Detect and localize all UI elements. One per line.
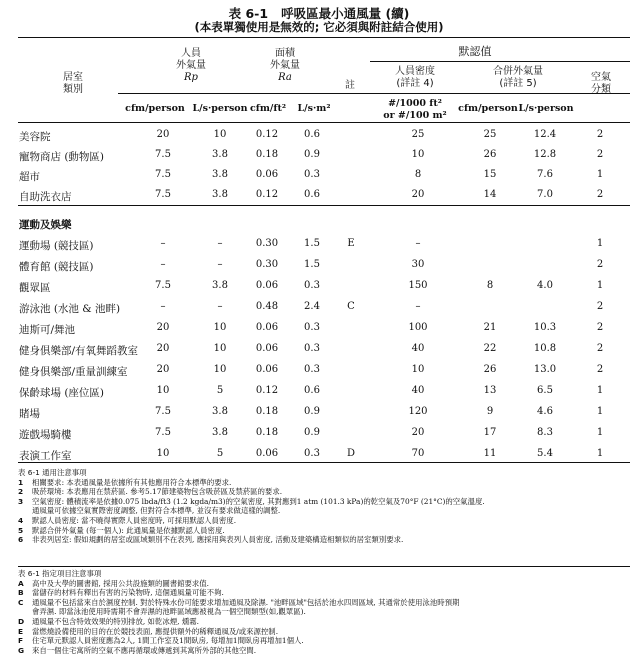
cell-rp2: 3.8 <box>212 427 228 438</box>
cell-ra1: 0.12 <box>255 189 279 200</box>
note-key <box>18 607 32 617</box>
cell-cb2: 5.4 <box>537 448 553 459</box>
cell-dens: 100 <box>408 322 428 333</box>
cell-ra1: 0.12 <box>255 385 279 396</box>
header-default: 默認值 <box>458 45 492 58</box>
cell-dens: 10 <box>411 149 425 160</box>
note-item <box>18 579 630 589</box>
cell-ra2: 0.9 <box>304 149 320 160</box>
note-text: 住宅單元默認人員密度應為2人, 1間工作室及1間臥房, 每增加1間臥房再增加1個人. <box>32 636 304 646</box>
cell-cb1: 26 <box>483 149 497 160</box>
cell-cb1: 17 <box>483 427 497 438</box>
note-text: 來自一個住宅寓所的空氣不應再循環或傳遞到其寓所外部的其他空間. <box>32 645 257 655</box>
cell-cb2: 7.6 <box>537 169 553 180</box>
cell-rp2: 5 <box>216 385 224 396</box>
cell-rp2: 3.8 <box>212 169 228 180</box>
cell-cb2: 6.5 <box>537 385 553 396</box>
note-item <box>18 535 630 545</box>
note-key: 4 <box>18 515 24 525</box>
cell-cls: 2 <box>596 364 604 375</box>
note-item <box>18 478 630 488</box>
cell-note: D <box>346 448 356 459</box>
note-item <box>18 607 630 617</box>
note-key: C <box>18 597 24 607</box>
cell-rp1: 7.5 <box>155 427 171 438</box>
cell-ra2: 0.3 <box>304 343 320 354</box>
cell-dens: 150 <box>408 280 428 291</box>
cell-rp1: – <box>160 238 166 249</box>
cell-rp2: 10 <box>213 343 227 354</box>
header-rp: 人員 外氣量 Rp <box>176 48 206 83</box>
cell-ra1: 0.06 <box>255 280 279 291</box>
header-category: 居室 類別 <box>63 72 83 95</box>
cell-cb1: 15 <box>483 169 497 180</box>
note-text: 默認人員密度: 當不曉得實際人員密度時, 可採用默認人員密度. <box>32 515 237 525</box>
cell-cb2: 7.0 <box>537 189 553 200</box>
note-key: B <box>18 588 24 598</box>
cell-cb1: 8 <box>486 280 494 291</box>
cell-rp2: – <box>217 238 223 249</box>
cell-ra2: 0.3 <box>304 280 320 291</box>
cell-cb1: 21 <box>483 322 497 333</box>
cell-rp2: 5 <box>216 448 224 459</box>
cell-cls: 2 <box>596 149 604 160</box>
note-item <box>18 497 630 507</box>
note-key: A <box>18 578 24 588</box>
cell-ra2: 0.6 <box>304 189 320 200</box>
cell-cls: 1 <box>596 385 604 396</box>
cell-ra2: 0.3 <box>304 448 320 459</box>
cell-rp1: 7.5 <box>155 406 171 417</box>
note-text: 通風量可依據空氣實際密度調整, 但對符合本標準, 並沒有要求做這樣的調整. <box>32 506 281 516</box>
cell-cls: 1 <box>596 448 604 459</box>
cell-ra1: 0.06 <box>255 364 279 375</box>
general-notes-title: 表 6-1 通用注意事項 <box>18 468 87 477</box>
cell-rp1: 20 <box>156 364 170 375</box>
cell-ra2: 0.9 <box>304 406 320 417</box>
cell-ra1: 0.30 <box>255 238 279 249</box>
cell-ra1: 0.48 <box>255 301 279 312</box>
cell-ra2: 1.5 <box>304 238 320 249</box>
cell-rp1: 20 <box>156 343 170 354</box>
specific-notes <box>18 569 630 655</box>
cell-rp1: 7.5 <box>155 169 171 180</box>
units-rule <box>118 93 630 94</box>
note-item <box>18 516 630 526</box>
note-text: 當儲存的材料有釋出有害的污染物時, 這個通風量可能不夠. <box>32 588 224 598</box>
cell-dens: 25 <box>411 129 425 140</box>
header-combined: 合併外氣量 (詳註 5) <box>493 66 543 89</box>
note-item <box>18 598 630 608</box>
cell-cls: 2 <box>596 129 604 140</box>
cell-cls: 1 <box>596 406 604 417</box>
header-bottom-rule <box>18 122 630 123</box>
cell-dens: – <box>415 301 421 312</box>
note-text: 吸菸環境: 本表應用在禁菸區. 參考5.17節建築物包含吸菸區及禁菸區的要求. <box>32 487 283 497</box>
cell-cls: 1 <box>596 280 604 291</box>
note-item <box>18 588 630 598</box>
cell-cb1: 13 <box>483 385 497 396</box>
cell-rp1: 7.5 <box>155 189 171 200</box>
row-label: 表演工作室 <box>19 450 72 462</box>
unit-ls-person: L/s·person <box>192 103 248 114</box>
cell-cls: 2 <box>596 259 604 270</box>
table-subtitle: (本表單獨使用是無效的; 它必須與附註結合使用) <box>194 20 444 34</box>
cell-cb1: 9 <box>486 406 494 417</box>
note-item <box>18 506 630 516</box>
note-key: E <box>18 626 24 636</box>
cell-cls: 2 <box>596 322 604 333</box>
unit-density: #/1000 ft² or #/100 m² <box>383 98 447 121</box>
row-label: 寵物商店 (動物區) <box>19 151 105 163</box>
cell-cb2: 10.3 <box>533 322 557 333</box>
cell-dens: 70 <box>411 448 425 459</box>
cell-ra2: 0.3 <box>304 169 320 180</box>
cell-rp2: 10 <box>213 364 227 375</box>
note-key: F <box>18 636 24 646</box>
cell-cb2: 12.8 <box>533 149 557 160</box>
cell-rp1: 20 <box>156 129 170 140</box>
note-text: 默認合併外氣量 (每一個人): 此通風量是依據默認人員密度. <box>32 525 225 535</box>
cell-rp1: 7.5 <box>155 280 171 291</box>
row-label: 游泳池 (水池 & 池畔) <box>19 303 121 315</box>
unit-cfm-person-2: cfm/person <box>458 103 518 114</box>
cell-rp2: 3.8 <box>212 406 228 417</box>
table-title: 表 6-1 呼吸區最小通風量 (續) <box>228 6 410 21</box>
cell-ra2: 1.5 <box>304 259 320 270</box>
cell-cls: 1 <box>596 427 604 438</box>
note-text: 非表列居室: 假如規劃的居室或區域類別不在表列, 應採用與表列人員密度, 活動及建築構造相類似的居室類別要求. <box>32 535 404 545</box>
note-item <box>18 526 630 536</box>
note-key: D <box>18 616 25 626</box>
cell-ra2: 0.3 <box>304 322 320 333</box>
section-heading: 運動及娛樂 <box>19 219 72 231</box>
row-label: 體育館 (競技區) <box>19 261 94 273</box>
note-text: 空氣密度: 體積流率是依據0.075 lbda/ft3 (1.2 kgda/m3)的空氣密度, 其對應到1 atm (101.3 kPa)的乾空氣及70°F (21°C)的空氣溫度. <box>32 496 485 506</box>
cell-rp1: 10 <box>156 448 170 459</box>
row-label: 運動場 (競技區) <box>19 240 94 252</box>
cell-ra1: 0.18 <box>255 149 279 160</box>
table-top-rule <box>18 37 630 38</box>
note-key: 1 <box>18 477 24 487</box>
unit-cfm-ft2: cfm/ft² <box>249 103 287 114</box>
cell-rp2: – <box>217 259 223 270</box>
cell-ra1: 0.06 <box>255 448 279 459</box>
cell-rp1: – <box>160 301 166 312</box>
row-label: 觀眾區 <box>19 282 51 294</box>
cell-cb1: 25 <box>483 129 497 140</box>
cell-rp1: 20 <box>156 322 170 333</box>
cell-dens: 30 <box>411 259 425 270</box>
cell-rp2: 10 <box>213 129 227 140</box>
header-air-class: 空氣 分類 <box>591 72 611 95</box>
cell-rp2: 3.8 <box>212 149 228 160</box>
cell-cb2: 8.3 <box>537 427 553 438</box>
note-text: 通風量不包含特效效果的特別排放, 如乾冰煙, 燻霧. <box>32 616 199 626</box>
row-label: 健身俱樂部/重量訓練室 <box>19 366 128 378</box>
cell-cb2: 12.4 <box>533 129 557 140</box>
row-label: 自助洗衣店 <box>19 191 72 203</box>
cell-dens: 20 <box>411 189 425 200</box>
cell-rp1: 10 <box>156 385 170 396</box>
note-item <box>18 617 630 627</box>
row-label: 超市 <box>19 171 40 183</box>
cell-dens: 40 <box>411 343 425 354</box>
cell-ra1: 0.18 <box>255 427 279 438</box>
cell-cls: 1 <box>596 238 604 249</box>
unit-ls-m2: L/s·m² <box>297 103 331 114</box>
header-note: 註 <box>345 80 355 91</box>
cell-rp2: 10 <box>213 322 227 333</box>
note-text: 當燃燒設備使用的目的在於競技表面, 應提供額外的稀釋通風及/或來源控制. <box>32 626 279 636</box>
note-text: 相關要求: 本表通風量是依據所有其他應用符合本標準的要求. <box>32 477 232 487</box>
cell-ra1: 0.06 <box>255 169 279 180</box>
cell-ra2: 0.6 <box>304 385 320 396</box>
cell-note: E <box>347 238 355 249</box>
cell-cb2: 10.8 <box>533 343 557 354</box>
cell-ra1: 0.06 <box>255 343 279 354</box>
note-key: G <box>18 645 25 655</box>
note-key: 5 <box>18 525 24 535</box>
note-text: 通風量不包括當來自於濕度控制. 對於特殊水份可能要求增加通風及除濕. "池畔區域"包括於池水四周區域, 其通常於使用泳池時預期 <box>32 597 460 607</box>
cell-cb1: 14 <box>483 189 497 200</box>
note-item <box>18 487 630 497</box>
row-label: 賭場 <box>19 408 40 420</box>
specific-notes-title: 表 6-1 指定項目注意事項 <box>18 569 102 578</box>
cell-ra2: 0.3 <box>304 364 320 375</box>
cell-rp1: 7.5 <box>155 149 171 160</box>
cell-note: C <box>347 301 355 312</box>
note-key <box>18 506 32 516</box>
cell-cls: 1 <box>596 169 604 180</box>
cell-dens: 10 <box>411 364 425 375</box>
cell-ra1: 0.12 <box>255 129 279 140</box>
row-label: 健身俱樂部/有氧舞蹈教室 <box>19 345 139 357</box>
cell-cb2: 4.0 <box>537 280 553 291</box>
cell-dens: – <box>415 238 421 249</box>
note-item <box>18 636 630 646</box>
header-ra: 面積 外氣量 Ra <box>270 48 300 83</box>
table-bottom-rule <box>18 462 630 463</box>
cell-cb1: 22 <box>483 343 497 354</box>
cell-dens: 120 <box>408 406 428 417</box>
cell-ra2: 0.9 <box>304 427 320 438</box>
cell-dens: 20 <box>411 427 425 438</box>
cell-rp2: 3.8 <box>212 280 228 291</box>
cell-dens: 8 <box>414 169 422 180</box>
notes-divider <box>18 566 630 567</box>
note-item <box>18 646 630 656</box>
cell-ra1: 0.18 <box>255 406 279 417</box>
note-text: 會弄濕. 即當泳池使用時需期不會弄濕的池畔區域應被視為一個空間類型(如,觀眾區). <box>32 607 306 617</box>
row-label: 美容院 <box>19 131 51 143</box>
cell-cls: 2 <box>596 189 604 200</box>
row-label: 遊戲場騎樓 <box>19 429 72 441</box>
row-label: 保齡球場 (座位區) <box>19 387 105 399</box>
cell-rp2: 3.8 <box>212 189 228 200</box>
cell-ra2: 2.4 <box>304 301 320 312</box>
default-rule <box>370 61 630 62</box>
note-key: 2 <box>18 487 24 497</box>
note-key: 3 <box>18 496 24 506</box>
cell-cb1: 26 <box>483 364 497 375</box>
cell-dens: 40 <box>411 385 425 396</box>
cell-rp1: – <box>160 259 166 270</box>
row-label: 迪斯可/舞池 <box>19 324 76 336</box>
cell-cb2: 13.0 <box>533 364 557 375</box>
general-notes <box>18 468 630 545</box>
cell-ra1: 0.30 <box>255 259 279 270</box>
cell-cb2: 4.6 <box>537 406 553 417</box>
cell-rp2: – <box>217 301 223 312</box>
cell-cb1: 11 <box>483 448 497 459</box>
unit-ls-person-2: L/s·person <box>518 103 574 114</box>
cell-ra2: 0.6 <box>304 129 320 140</box>
group-rule <box>18 205 630 206</box>
unit-cfm-person: cfm/person <box>125 103 185 114</box>
note-item <box>18 627 630 637</box>
cell-cls: 2 <box>596 301 604 312</box>
cell-cls: 2 <box>596 343 604 354</box>
note-key: 6 <box>18 535 24 545</box>
header-density: 人員密度 (詳註 4) <box>395 66 435 89</box>
cell-ra1: 0.06 <box>255 322 279 333</box>
note-text: 高中及大學的圖書館, 採用公共設施類的圖書館要求值. <box>32 578 210 588</box>
